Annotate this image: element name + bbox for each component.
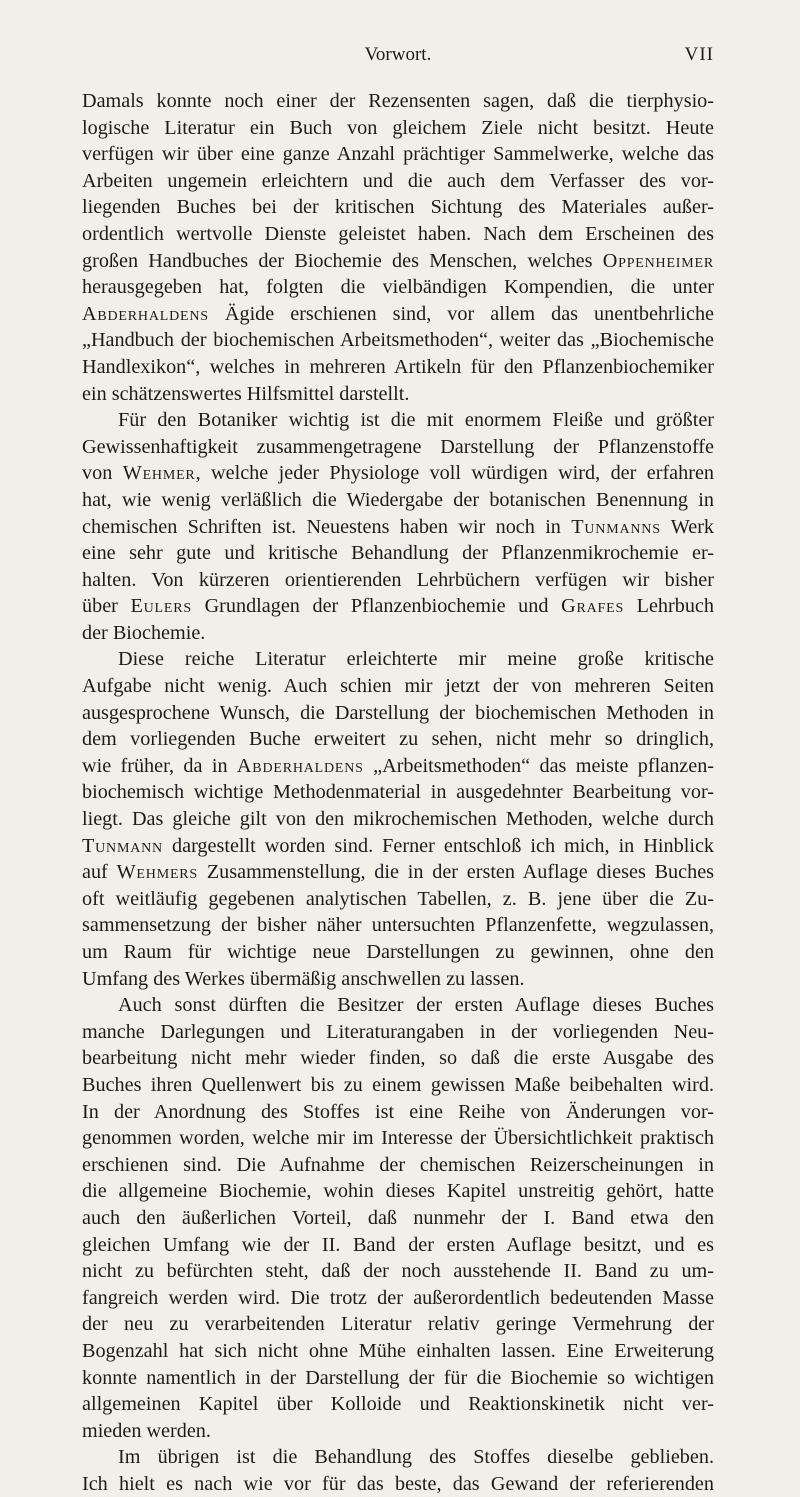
text-line: konnte namentlich in der Darstellung der für die Biochemie so wichtigen	[82, 1366, 714, 1389]
text-line: ein schätzenswertes Hilfsmittel darstellt.	[82, 382, 410, 405]
text-line: Bogenzahl hat sich nicht ohne Mühe einhalten lassen. Eine Erweiterung	[82, 1339, 714, 1362]
text-line: liegt. Das gleiche gilt von den mikrochemischen Methoden, welche durch	[82, 808, 714, 831]
text-line: oft weitläufig gegebenen analytischen Tabellen, z. B. jene über die Zu-	[82, 887, 714, 910]
running-title: Vorwort.	[364, 44, 432, 65]
text-line: um Raum für wichtige neue Darstellungen zu gewinnen, ohne den	[82, 941, 714, 963]
author-name: Oppenheimer	[602, 249, 715, 272]
text-line: der neu zu verarbeitenden Literatur relativ geringe Vermehrung der	[82, 1313, 714, 1336]
author-name: Tunmanns	[571, 515, 661, 538]
text-line: über Eulers Grundlagen der Pflanzenbiochemie und Grafes Lehrbuch	[82, 595, 714, 618]
text-line: mieden werden.	[82, 1419, 211, 1442]
text-line: Für den Botaniker wichtig ist die mit enormem Fleiße und größter	[118, 409, 714, 432]
text-line: Tunmann dargestellt worden sind. Ferner entschloß ich mich, in Hinblick	[82, 834, 714, 857]
text-line: Abderhaldens Ägide erschienen sind, vor allem das unentbehrliche	[82, 302, 714, 325]
text-line: Umfang des Werkes übermäßig anschwellen zu lassen.	[82, 967, 525, 990]
text-line: eine sehr gute und kritische Behandlung der Pflanzenmikrochemie er-	[82, 542, 714, 565]
text-line: Arbeiten ungemein erleichtern und die auch dem Verfasser des vor-	[82, 169, 714, 192]
text-line: Ich hielt es nach wie vor für das beste, das Gewand der referierenden	[82, 1472, 714, 1495]
running-head	[82, 44, 714, 70]
text-line: ordentlich wertvolle Dienste geleistet haben. Nach dem Erscheinen des	[82, 222, 714, 245]
text-line: wie früher, da in Abderhaldens „Arbeitsmethoden“ das meiste pflanzen-	[82, 754, 715, 777]
text-line: Damals konnte noch einer der Rezensenten sagen, daß die tierphysio-	[82, 90, 714, 112]
author-name: Eulers	[130, 595, 192, 618]
text-line: Gewissenhaftigkeit zusammengetragene Darstellung der Pflanzenstoffe	[82, 435, 714, 458]
text-line: von Wehmer, welche jeder Physiologe voll würdigen wird, der erfahren	[82, 462, 715, 485]
text-line: manche Darlegungen und Literaturangaben in der vorliegenden Neu-	[82, 1020, 714, 1043]
author-name: Tunmann	[82, 834, 163, 857]
text-line: allgemeinen Kapitel über Kolloide und Reaktionskinetik nicht ver-	[82, 1393, 714, 1416]
text-line: logische Literatur ein Buch von gleichem Ziele nicht besitzt. Heute	[82, 116, 714, 139]
text-line: auf Wehmers Zusammenstellung, die in der ersten Auflage dieses Buches	[82, 861, 715, 884]
text-line: „Handbuch der biochemischen Arbeitsmethoden“, weiter das „Biochemische	[82, 329, 714, 352]
text-line: halten. Von kürzeren orientierenden Lehrbüchern verfügen wir bisher	[82, 568, 714, 591]
text-line: herausgegeben hat, folgten die vielbändigen Kompendien, die unter	[82, 276, 714, 299]
text-line: nicht zu befürchten steht, daß der noch ausstehende II. Band zu um-	[82, 1260, 714, 1283]
text-line: Buches ihren Quellenwert bis zu einem gewissen Maße beibehalten wird.	[82, 1073, 714, 1096]
text-line: erschienen sind. Die Aufnahme der chemischen Reizerscheinungen in	[82, 1153, 714, 1176]
text-line: die allgemeine Biochemie, wohin dieses Kapitel unstreitig gehört, hatte	[82, 1180, 714, 1203]
body-text	[82, 88, 714, 1497]
text-line: gleichen Umfang wie der II. Band der ersten Auflage besitzt, und es	[82, 1233, 714, 1256]
text-line: liegenden Buches bei der kritischen Sichtung des Materiales außer-	[82, 196, 714, 219]
author-name: Wehmers	[116, 861, 199, 884]
text-line: chemischen Schriften ist. Neuestens haben wir noch in Tunmanns Werk	[82, 515, 715, 538]
text-line: ausgesprochene Wunsch, die Darstellung der biochemischen Methoden in	[82, 701, 714, 724]
author-name: Abderhaldens	[236, 754, 364, 777]
text-line: fangreich werden wird. Die trotz der außerordentlich bedeutenden Masse	[82, 1286, 714, 1309]
text-line: Diese reiche Literatur erleichterte mir meine große kritische	[118, 648, 714, 671]
text-line: der Biochemie.	[82, 621, 206, 644]
text-line: großen Handbuches der Biochemie des Menschen, welches Oppenheimer	[82, 249, 715, 272]
text-line: auch den äußerlichen Vorteil, daß nunmehr der I. Band etwa den	[82, 1206, 714, 1229]
text-line: Aufgabe nicht wenig. Auch schien mir jetzt der von mehreren Seiten	[82, 675, 714, 698]
text-line: sammensetzung der bisher näher untersuchten Pflanzenfette, wegzulassen,	[82, 914, 714, 937]
author-name: Grafes	[561, 595, 625, 618]
text-line: hat, wie wenig verläßlich die Wiedergabe der botanischen Benennung in	[82, 488, 714, 511]
author-name: Abderhaldens	[82, 302, 209, 325]
author-name: Wehmer	[122, 462, 196, 485]
text-line: genommen worden, welche mir im Interesse der Übersichtlichkeit praktisch	[82, 1127, 714, 1150]
text-line: bearbeitung nicht mehr wieder finden, so daß die erste Ausgabe des	[82, 1047, 714, 1070]
text-line: biochemisch wichtige Methodenmaterial in ausgedehnter Bearbeitung vor-	[82, 781, 714, 804]
text-line: verfügen wir über eine ganze Anzahl prächtiger Sammelwerke, welche das	[82, 143, 714, 166]
text-line: Handlexikon“, welches in mehreren Artikeln für den Pflanzenbiochemiker	[82, 355, 714, 378]
page-number: VII	[684, 44, 714, 65]
text-line: In der Anordnung des Stoffes ist eine Reihe von Änderungen vor-	[82, 1100, 714, 1123]
text-line: dem vorliegenden Buche erweitert zu sehen, nicht mehr so dringlich,	[82, 728, 714, 751]
text-line: Im übrigen ist die Behandlung des Stoffes dieselbe geblieben.	[118, 1446, 714, 1469]
text-line: Auch sonst dürften die Besitzer der ersten Auflage dieses Buches	[118, 994, 714, 1017]
